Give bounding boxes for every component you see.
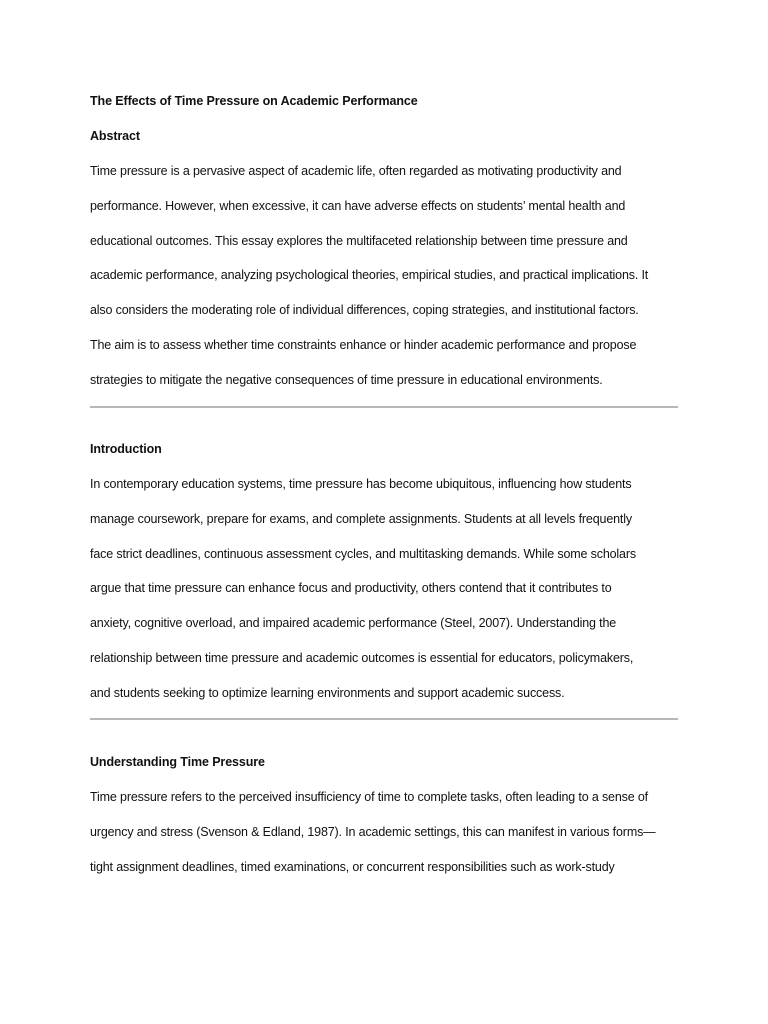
paragraph-line: academic performance, analyzing psychological theories, empirical studies, and practical implications. It	[90, 268, 649, 283]
paragraph-line: relationship between time pressure and academic outcomes is essential for educators, policymakers,	[90, 650, 634, 665]
paragraph-line: performance. However, when excessive, it can have adverse effects on students’ mental health and	[90, 198, 626, 213]
section-divider	[90, 718, 678, 720]
paragraph-line: urgency and stress (Svenson & Edland, 1987). In academic settings, this can manifest in various forms—	[90, 824, 656, 839]
section-heading-understanding-time-pressure: Understanding Time Pressure	[90, 755, 265, 769]
paragraph-line: tight assignment deadlines, timed examinations, or concurrent responsibilities such as work-study	[90, 859, 615, 874]
section-divider	[90, 406, 678, 408]
paragraph-line: anxiety, cognitive overload, and impaired academic performance (Steel, 2007). Understanding the	[90, 616, 617, 631]
section-heading-introduction: Introduction	[90, 442, 162, 456]
section-heading-abstract: Abstract	[90, 129, 140, 143]
paragraph-line: In contemporary education systems, time pressure has become ubiquitous, influencing how students	[90, 477, 632, 491]
document-title: The Effects of Time Pressure on Academic Performance	[90, 94, 418, 108]
paragraph-line: educational outcomes. This essay explores the multifaceted relationship between time pressure and	[90, 233, 628, 248]
introduction-paragraph	[90, 467, 682, 711]
paragraph-line: and students seeking to optimize learning environments and support academic success.	[90, 685, 565, 700]
paragraph-line: The aim is to assess whether time constraints enhance or hinder academic performance and propose	[90, 337, 637, 352]
paragraph-line: face strict deadlines, continuous assessment cycles, and multitasking demands. While some scholars	[90, 546, 636, 561]
abstract-paragraph	[90, 154, 682, 398]
paragraph-line: Time pressure refers to the perceived insufficiency of time to complete tasks, often leading to a sense of	[90, 790, 649, 804]
paragraph-line: manage coursework, prepare for exams, and complete assignments. Students at all levels frequently	[90, 511, 632, 526]
paragraph-line: Time pressure is a pervasive aspect of academic life, often regarded as motivating productivity and	[90, 164, 622, 178]
paragraph-line: strategies to mitigate the negative consequences of time pressure in educational environments.	[90, 372, 603, 387]
paragraph-line: argue that time pressure can enhance focus and productivity, others contend that it contributes to	[90, 581, 612, 596]
understanding-paragraph	[90, 780, 682, 884]
paragraph-line: also considers the moderating role of individual differences, coping strategies, and institutional factors.	[90, 303, 639, 318]
